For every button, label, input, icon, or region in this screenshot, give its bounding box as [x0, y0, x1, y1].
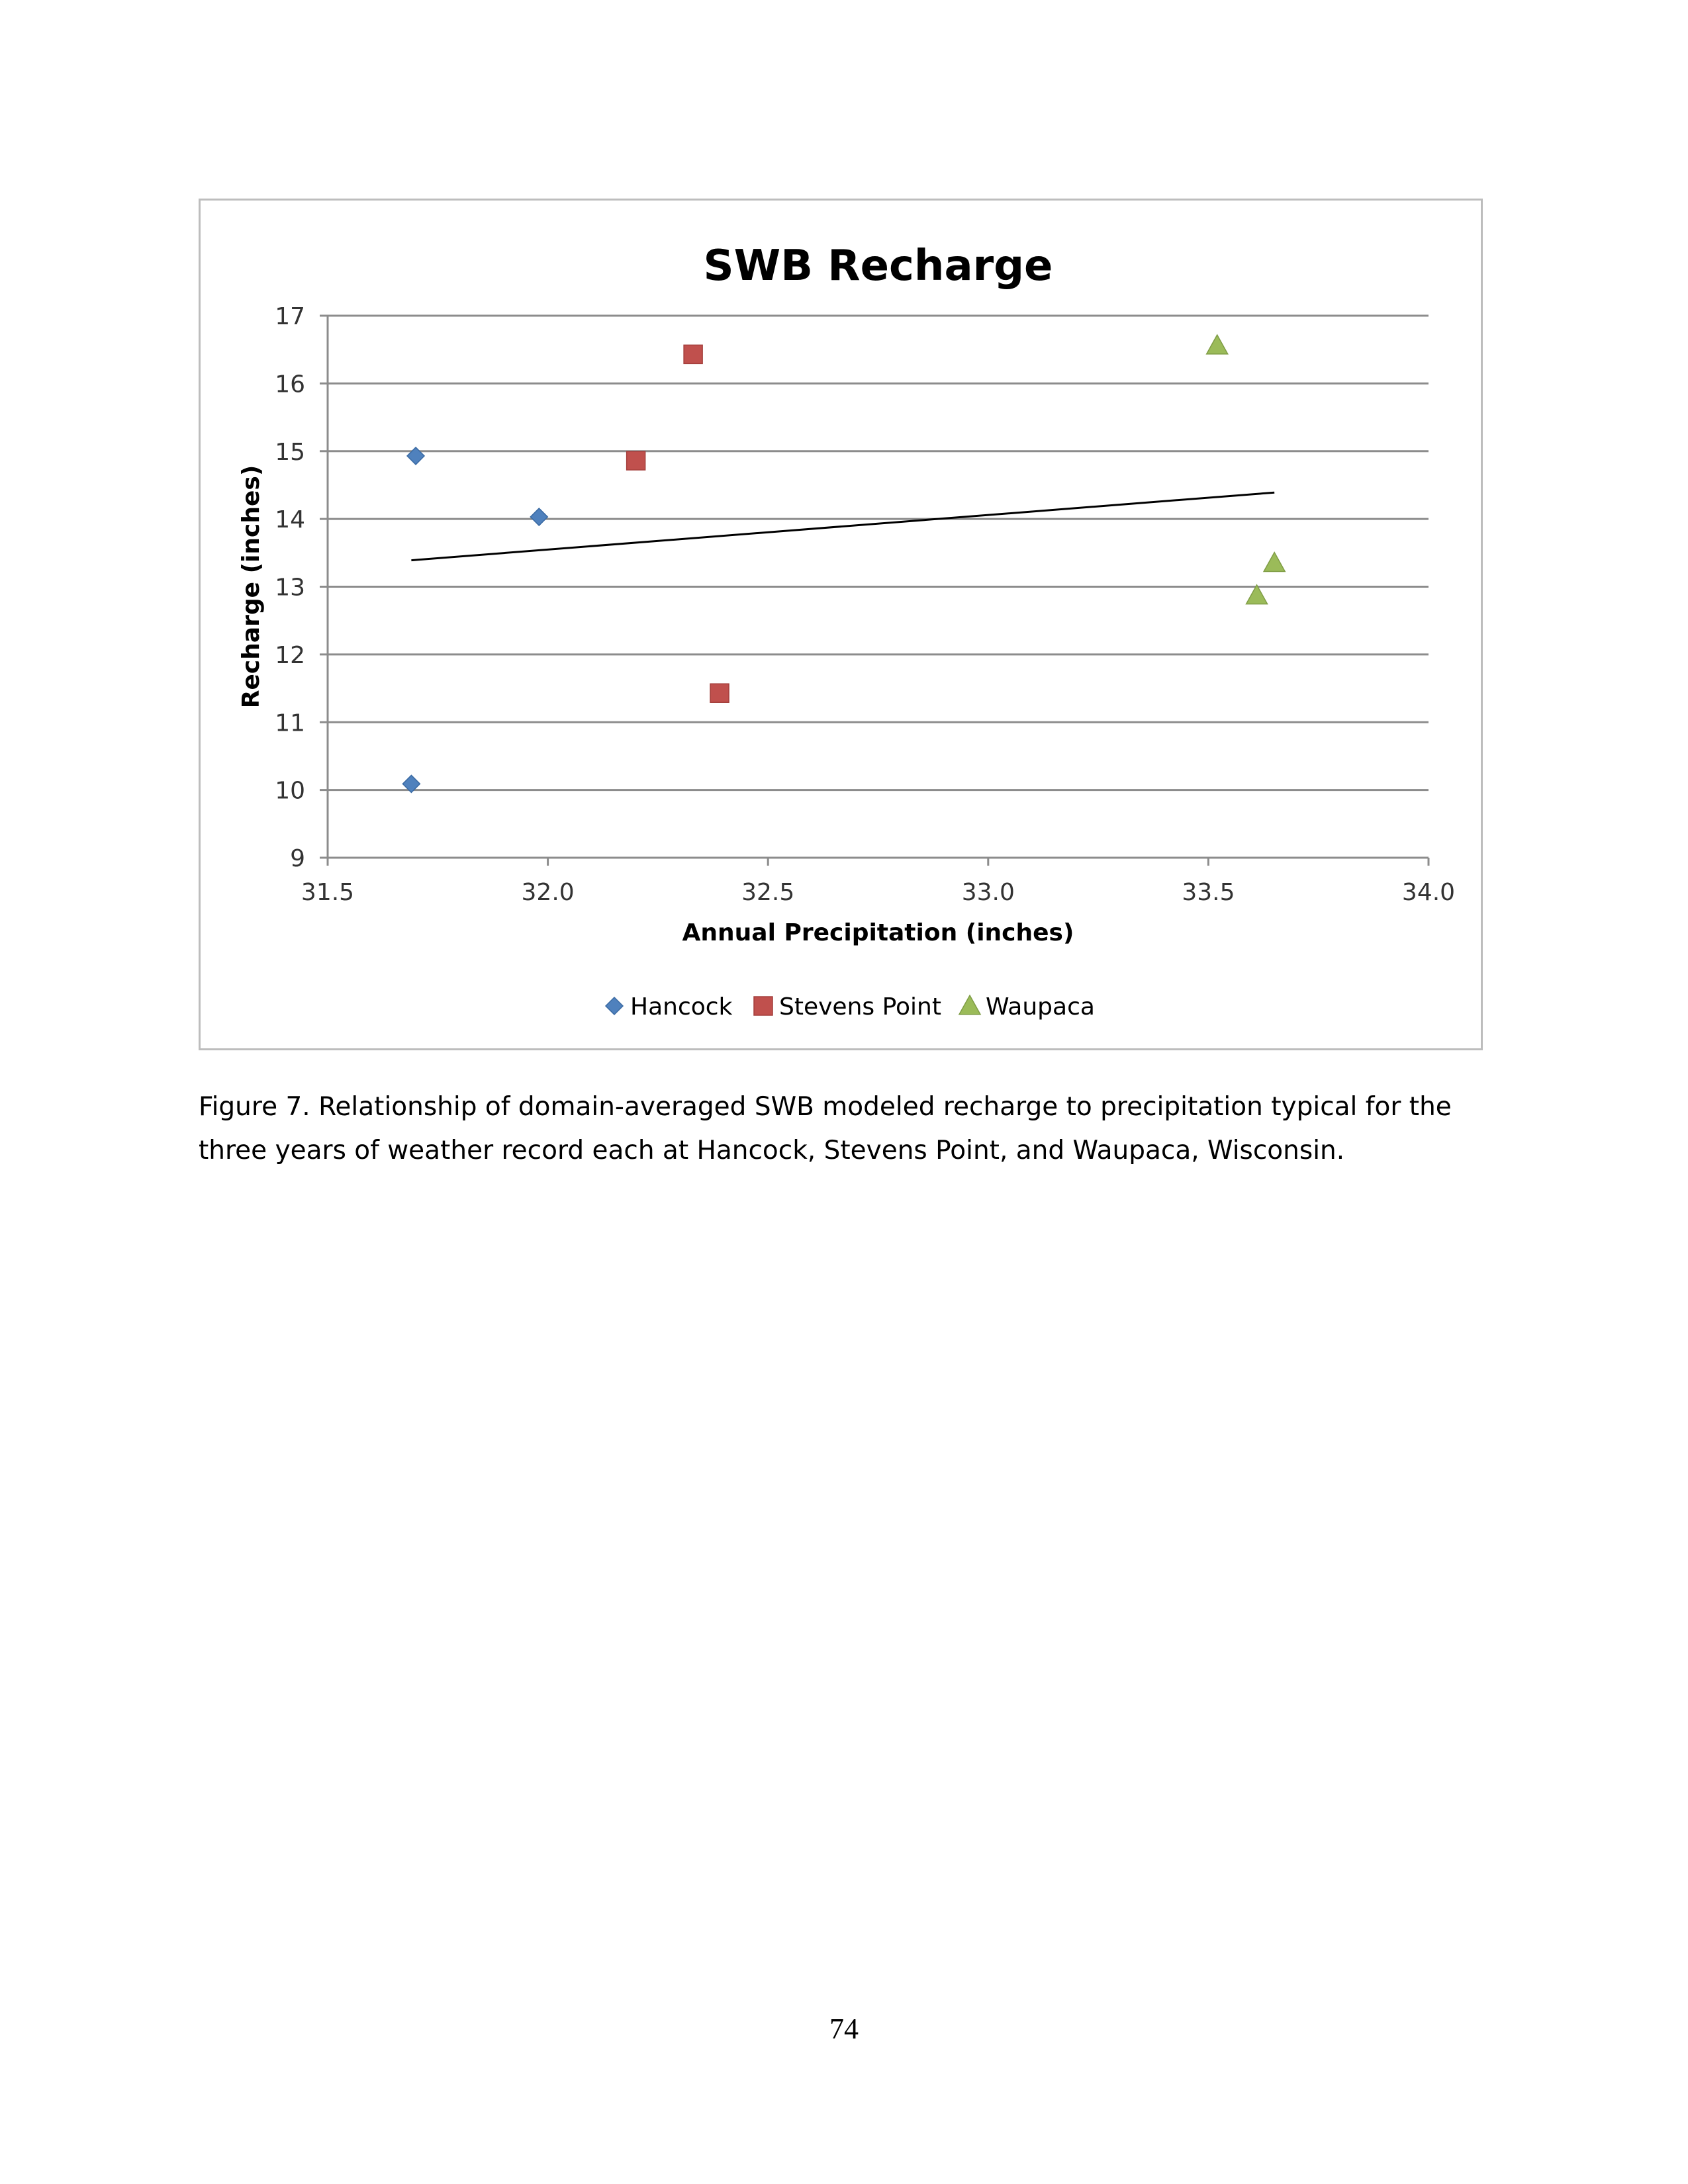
y-tick-label: 15 [275, 438, 305, 466]
x-tick-label: 31.5 [301, 879, 355, 906]
trendline [411, 492, 1274, 560]
x-tick-label: 33.5 [1182, 879, 1235, 906]
stevens-point-point [710, 684, 729, 702]
y-tick-label: 12 [275, 641, 305, 669]
page-number: 74 [829, 2013, 859, 2045]
hancock-point [530, 508, 547, 525]
y-axis-label: Recharge (inches) [238, 465, 265, 709]
legend-marker-waupaca [959, 995, 980, 1015]
y-tick-label: 13 [275, 574, 305, 602]
x-tick-label: 33.0 [961, 879, 1015, 906]
chart-title: SWB Recharge [703, 242, 1053, 291]
legend-marker-stevens-point [754, 997, 773, 1015]
x-tick-label: 32.0 [521, 879, 575, 906]
y-tick-label: 14 [275, 506, 305, 534]
x-axis-label: Annual Precipitation (inches) [682, 919, 1074, 946]
legend-label-waupaca: Waupaca [986, 993, 1095, 1021]
legend-label-stevens-point: Stevens Point [779, 993, 941, 1021]
legend-label-hancock: Hancock [630, 993, 733, 1021]
legend-marker-hancock [606, 997, 623, 1015]
chart-frame [199, 199, 1483, 1050]
stevens-point-point [627, 451, 645, 470]
y-tick-label: 16 [275, 371, 305, 398]
waupaca-point [1246, 585, 1268, 604]
waupaca-point [1264, 553, 1285, 572]
x-tick-label: 32.5 [741, 879, 795, 906]
stevens-point-point [684, 345, 702, 363]
scatter-chart [201, 201, 1481, 1048]
y-tick-label: 17 [275, 303, 305, 330]
y-tick-label: 10 [275, 777, 305, 805]
x-tick-label: 34.0 [1401, 879, 1456, 906]
figure-caption: Figure 7. Relationship of domain-averaged SWB modeled recharge to precipitation typical for the three years of weather record each at Hancock, Stevens Point, and Waupaca, Wisconsin. [199, 1092, 1452, 1165]
waupaca-point [1207, 335, 1228, 354]
y-tick-label: 11 [275, 709, 305, 737]
hancock-point [407, 447, 424, 465]
y-tick-label: 9 [290, 845, 305, 872]
